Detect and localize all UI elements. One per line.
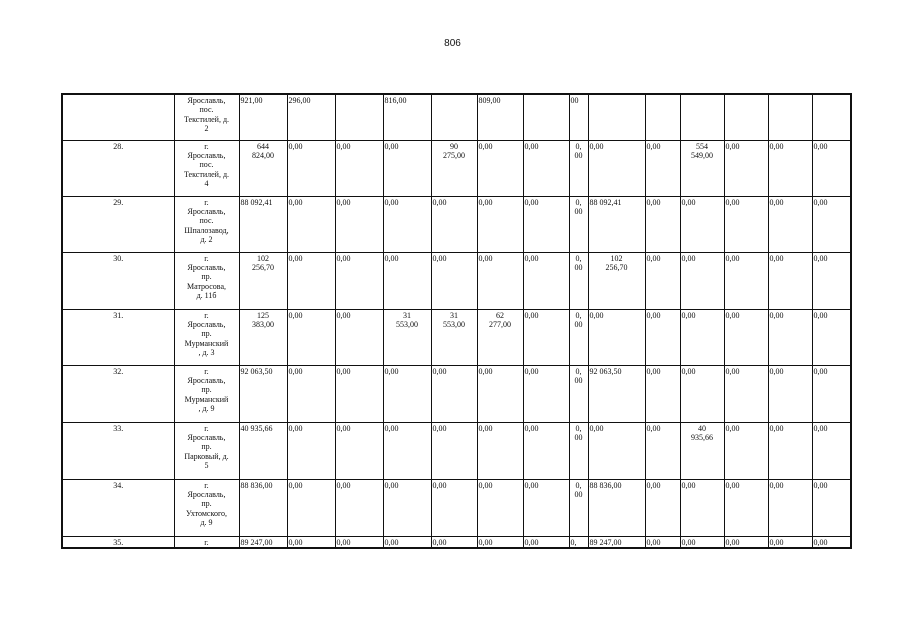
value-cell: 0,00 — [812, 140, 851, 196]
value-cell: 0,00 — [335, 196, 383, 252]
value-cell: 0, 00 — [569, 479, 588, 536]
value-cell: 0,00 — [812, 309, 851, 365]
value-cell: 0,00 — [768, 479, 812, 536]
value-cell: 0,00 — [724, 309, 768, 365]
value-cell: 00 — [569, 94, 588, 140]
address-cell: г. — [174, 536, 239, 548]
value-cell: 0,00 — [724, 196, 768, 252]
row-number-cell: 35. — [62, 536, 174, 548]
value-cell: 0,00 — [431, 536, 477, 548]
value-cell: 31 553,00 — [431, 309, 477, 365]
value-cell: 89 247,00 — [588, 536, 645, 548]
row-number-cell: 29. — [62, 196, 174, 252]
value-cell: 0,00 — [768, 365, 812, 422]
address-cell: г. Ярославль, пр. Ухтомского, д. 9 — [174, 479, 239, 536]
value-cell: 0,00 — [523, 422, 569, 479]
value-cell: 0,00 — [477, 365, 523, 422]
value-cell: 644 824,00 — [239, 140, 287, 196]
value-cell — [680, 94, 724, 140]
value-cell: 0,00 — [645, 536, 680, 548]
value-cell — [645, 94, 680, 140]
row-number-cell: 30. — [62, 252, 174, 309]
value-cell: 0,00 — [287, 196, 335, 252]
value-cell: 0,00 — [431, 252, 477, 309]
value-cell: 0,00 — [812, 252, 851, 309]
value-cell: 809,00 — [477, 94, 523, 140]
row-number-cell: 28. — [62, 140, 174, 196]
value-cell: 0,00 — [588, 140, 645, 196]
value-cell: 0,00 — [335, 309, 383, 365]
value-cell: 0,00 — [477, 479, 523, 536]
value-cell: 0,00 — [645, 479, 680, 536]
value-cell — [768, 94, 812, 140]
value-cell: 0,00 — [812, 536, 851, 548]
table-row — [62, 479, 851, 536]
address-cell: г. Ярославль, пос. Текстилей, д. 4 — [174, 140, 239, 196]
address-cell: г. Ярославль, пр. Мурманский , д. 3 — [174, 309, 239, 365]
value-cell: 0,00 — [680, 309, 724, 365]
value-cell: 0,00 — [588, 309, 645, 365]
value-cell: 0,00 — [335, 252, 383, 309]
table-row — [62, 422, 851, 479]
table-row — [62, 94, 851, 140]
value-cell: 0,00 — [335, 422, 383, 479]
value-cell: 92 063,50 — [588, 365, 645, 422]
value-cell: 296,00 — [287, 94, 335, 140]
budget-table — [61, 93, 852, 549]
table-row — [62, 536, 851, 548]
value-cell: 0,00 — [287, 479, 335, 536]
value-cell — [724, 94, 768, 140]
value-cell: 31 553,00 — [383, 309, 431, 365]
value-cell — [431, 94, 477, 140]
address-cell: г. Ярославль, пос. Шпалозавод, д. 2 — [174, 196, 239, 252]
value-cell — [588, 94, 645, 140]
value-cell: 88 092,41 — [588, 196, 645, 252]
value-cell: 0,00 — [287, 309, 335, 365]
value-cell: 0,00 — [812, 365, 851, 422]
value-cell: 88 836,00 — [239, 479, 287, 536]
value-cell: 0,00 — [523, 365, 569, 422]
value-cell: 0,00 — [523, 479, 569, 536]
value-cell: 0,00 — [383, 479, 431, 536]
value-cell: 0,00 — [431, 422, 477, 479]
value-cell: 0,00 — [680, 536, 724, 548]
value-cell: 0,00 — [724, 252, 768, 309]
row-number-cell: 31. — [62, 309, 174, 365]
value-cell: 0,00 — [383, 536, 431, 548]
value-cell: 40 935,66 — [680, 422, 724, 479]
value-cell: 0,00 — [287, 140, 335, 196]
value-cell: 0,00 — [523, 536, 569, 548]
table-row — [62, 196, 851, 252]
value-cell: 0,00 — [335, 536, 383, 548]
table-row — [62, 252, 851, 309]
value-cell: 88 092,41 — [239, 196, 287, 252]
value-cell: 0,00 — [645, 309, 680, 365]
value-cell: 0,00 — [768, 422, 812, 479]
value-cell: 0,00 — [588, 422, 645, 479]
value-cell: 0, 00 — [569, 365, 588, 422]
value-cell — [812, 94, 851, 140]
value-cell: 0,00 — [477, 252, 523, 309]
row-number-cell: 34. — [62, 479, 174, 536]
address-cell: г. Ярославль, пр. Матросова, д. 11б — [174, 252, 239, 309]
value-cell: 89 247,00 — [239, 536, 287, 548]
value-cell: 0,00 — [477, 140, 523, 196]
value-cell: 0,00 — [335, 365, 383, 422]
value-cell: 0,00 — [523, 252, 569, 309]
value-cell: 816,00 — [383, 94, 431, 140]
value-cell: 0,00 — [768, 252, 812, 309]
value-cell: 0,00 — [768, 140, 812, 196]
value-cell: 0,00 — [477, 536, 523, 548]
value-cell: 0, — [569, 536, 588, 548]
value-cell: 921,00 — [239, 94, 287, 140]
value-cell: 0,00 — [645, 252, 680, 309]
value-cell: 0,00 — [680, 479, 724, 536]
row-number-cell — [62, 94, 174, 140]
value-cell: 0,00 — [680, 252, 724, 309]
value-cell: 0,00 — [477, 422, 523, 479]
value-cell: 88 836,00 — [588, 479, 645, 536]
value-cell: 62 277,00 — [477, 309, 523, 365]
value-cell: 0,00 — [287, 365, 335, 422]
address-cell: г. Ярославль, пр. Мурманский , д. 9 — [174, 365, 239, 422]
value-cell: 0, 00 — [569, 422, 588, 479]
value-cell: 102 256,70 — [239, 252, 287, 309]
address-cell: Ярославль, пос. Текстилей, д. 2 — [174, 94, 239, 140]
page-number: 806 — [444, 38, 461, 49]
value-cell: 0,00 — [724, 365, 768, 422]
value-cell: 0,00 — [287, 252, 335, 309]
value-cell: 0,00 — [287, 422, 335, 479]
value-cell: 0,00 — [645, 422, 680, 479]
value-cell: 0,00 — [645, 365, 680, 422]
value-cell: 0,00 — [645, 140, 680, 196]
value-cell: 554 549,00 — [680, 140, 724, 196]
value-cell — [523, 94, 569, 140]
value-cell: 0,00 — [523, 140, 569, 196]
value-cell: 0,00 — [724, 479, 768, 536]
value-cell: 0,00 — [768, 309, 812, 365]
value-cell: 0,00 — [383, 196, 431, 252]
address-cell: г. Ярославль, пр. Парковый, д. 5 — [174, 422, 239, 479]
value-cell: 0, 00 — [569, 252, 588, 309]
value-cell: 0,00 — [383, 365, 431, 422]
value-cell: 0,00 — [431, 479, 477, 536]
value-cell: 0, 00 — [569, 196, 588, 252]
value-cell: 0,00 — [383, 140, 431, 196]
value-cell: 0, 00 — [569, 309, 588, 365]
value-cell: 0,00 — [645, 196, 680, 252]
value-cell: 92 063,50 — [239, 365, 287, 422]
value-cell: 0,00 — [812, 479, 851, 536]
table-row — [62, 309, 851, 365]
value-cell: 0,00 — [680, 365, 724, 422]
value-cell: 125 383,00 — [239, 309, 287, 365]
value-cell — [335, 94, 383, 140]
row-number-cell: 32. — [62, 365, 174, 422]
value-cell: 102 256,70 — [588, 252, 645, 309]
value-cell: 40 935,66 — [239, 422, 287, 479]
value-cell: 0,00 — [768, 196, 812, 252]
row-number-cell: 33. — [62, 422, 174, 479]
value-cell: 0,00 — [383, 422, 431, 479]
table-row — [62, 140, 851, 196]
value-cell: 0,00 — [724, 422, 768, 479]
value-cell: 0,00 — [523, 196, 569, 252]
value-cell: 0,00 — [724, 140, 768, 196]
value-cell: 0,00 — [680, 196, 724, 252]
value-cell: 0,00 — [335, 479, 383, 536]
value-cell: 0,00 — [768, 536, 812, 548]
value-cell: 0,00 — [812, 196, 851, 252]
value-cell: 0,00 — [523, 309, 569, 365]
table-row — [62, 365, 851, 422]
value-cell: 0,00 — [431, 196, 477, 252]
value-cell: 0,00 — [812, 422, 851, 479]
value-cell: 0,00 — [287, 536, 335, 548]
value-cell: 0,00 — [431, 365, 477, 422]
value-cell: 90 275,00 — [431, 140, 477, 196]
value-cell: 0, 00 — [569, 140, 588, 196]
value-cell: 0,00 — [383, 252, 431, 309]
value-cell: 0,00 — [477, 196, 523, 252]
value-cell: 0,00 — [335, 140, 383, 196]
value-cell: 0,00 — [724, 536, 768, 548]
